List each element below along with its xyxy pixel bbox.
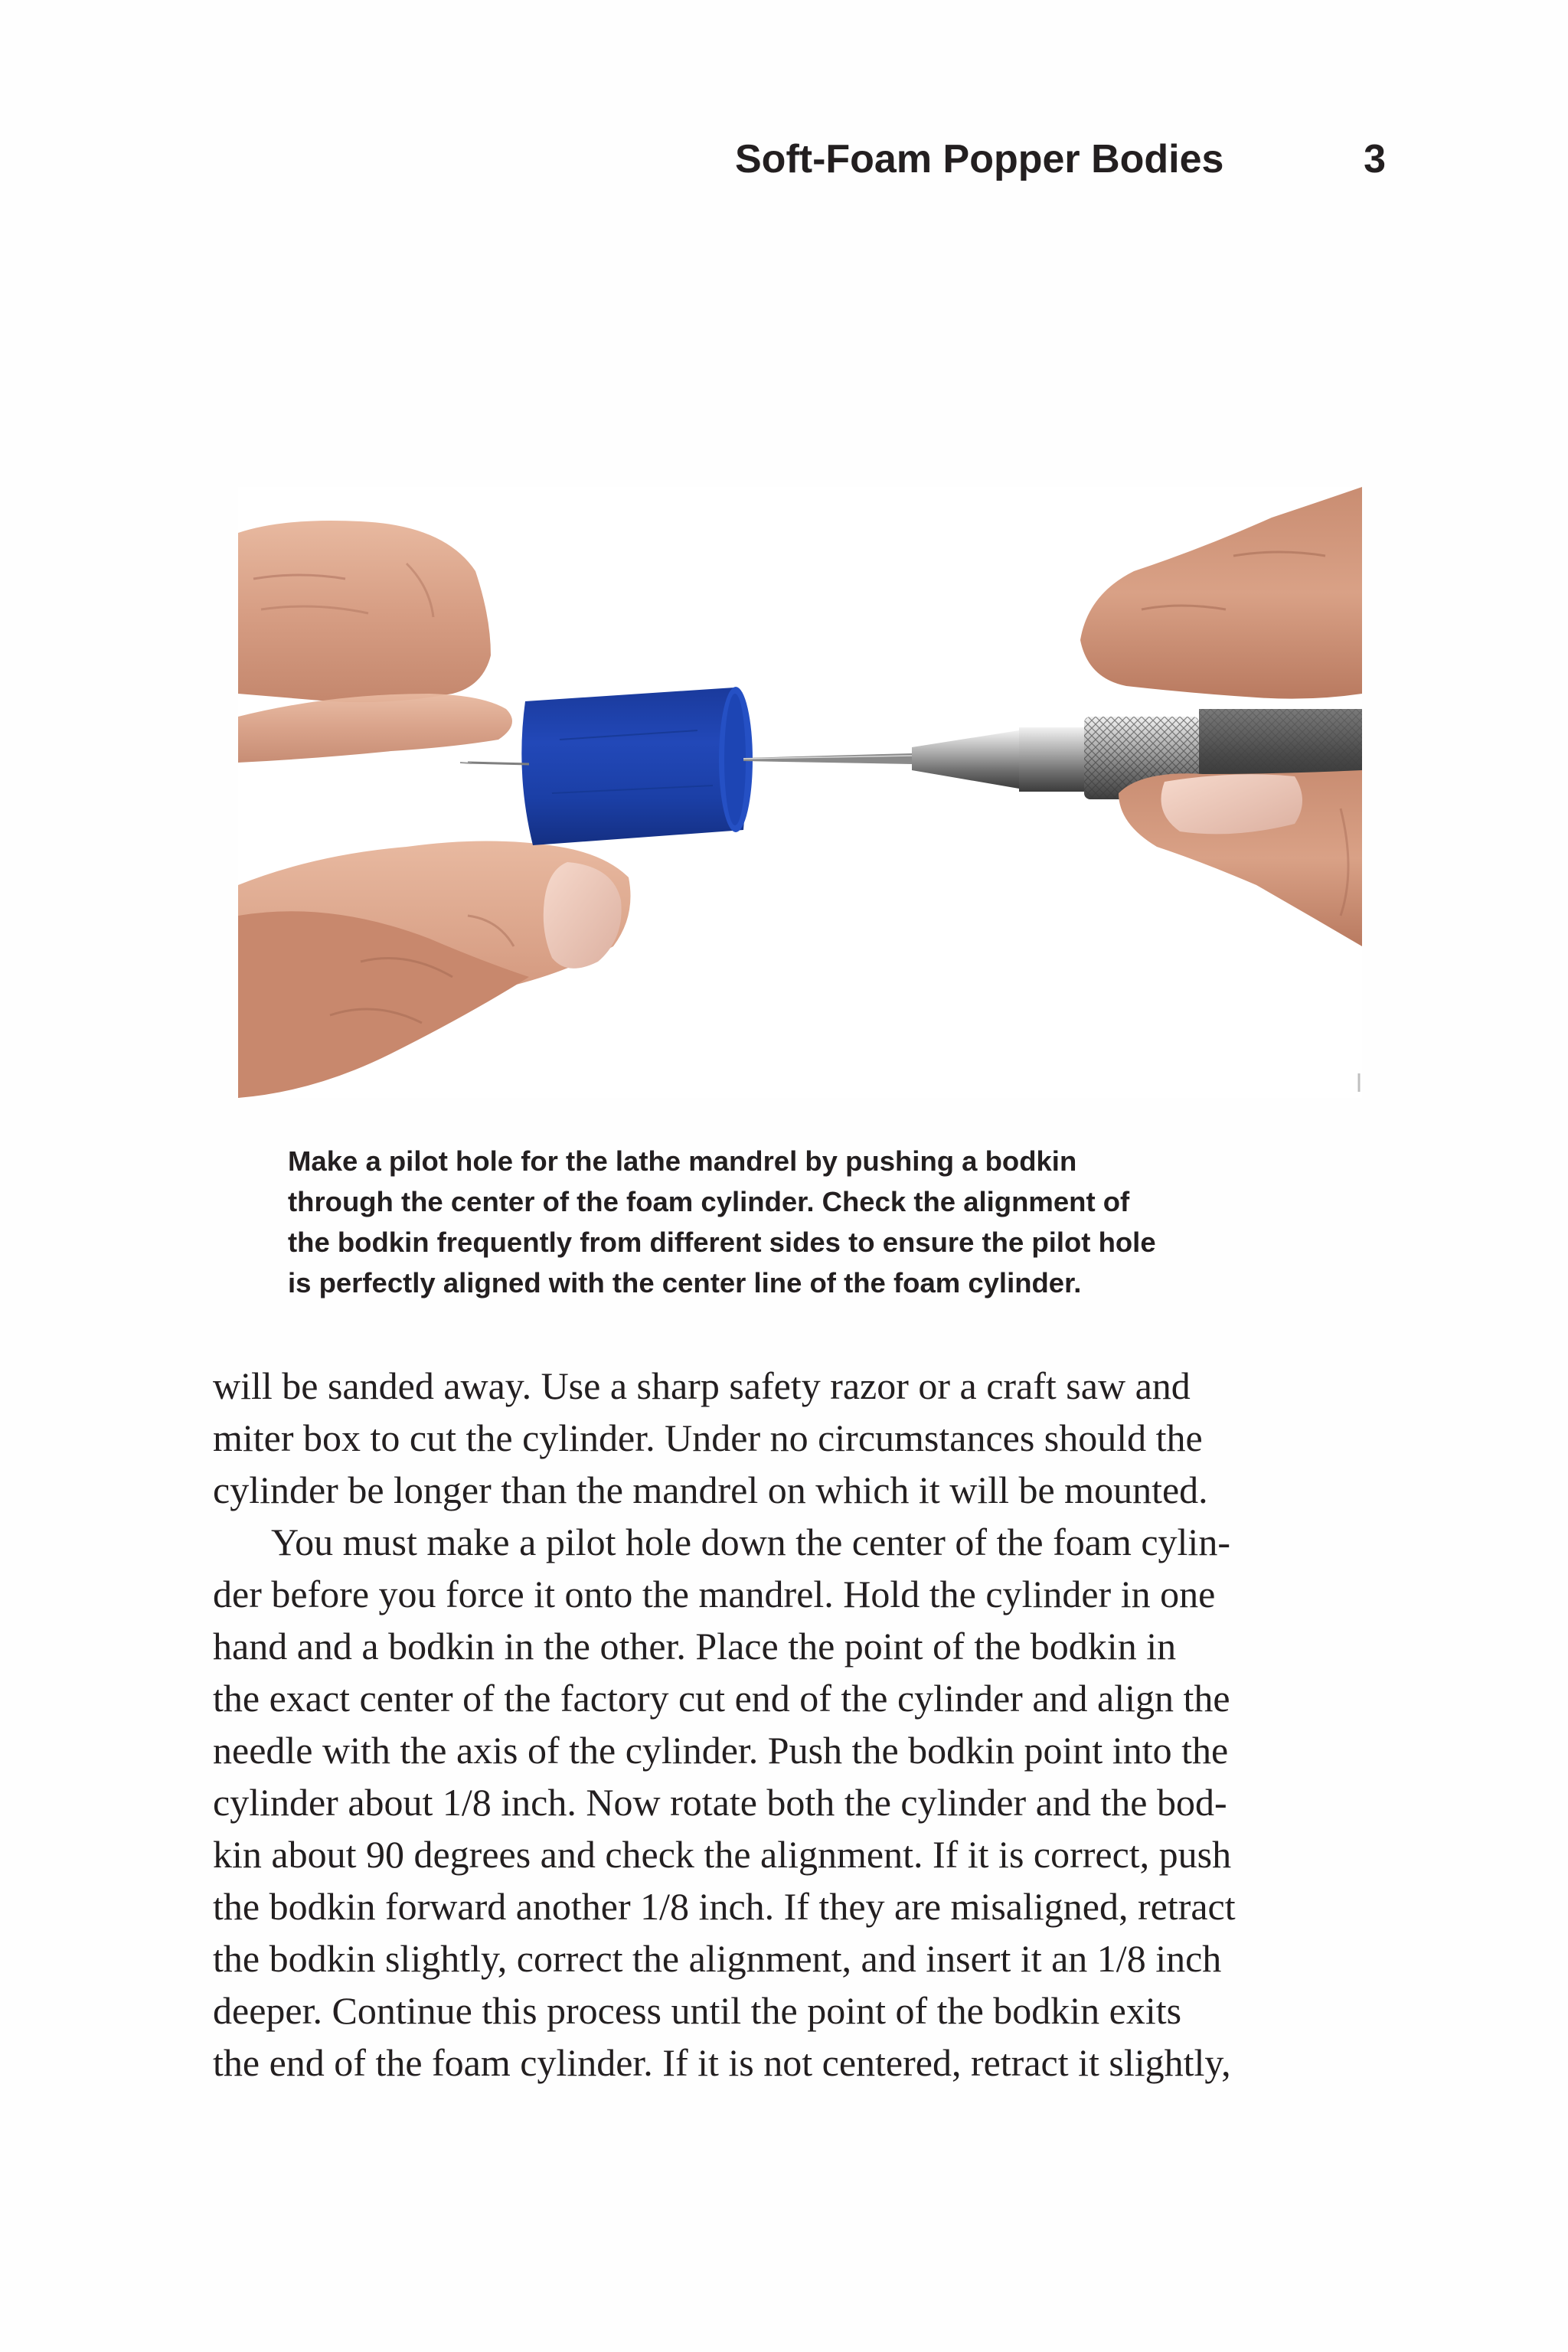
body-text xyxy=(213,1360,1407,2089)
body-line: cylinder about 1/8 inch. Now rotate both the cylinder and the bod- xyxy=(213,1781,1227,1824)
running-head xyxy=(735,136,1393,182)
body-line: the exact center of the factory cut end of the cylinder and align the xyxy=(213,1677,1230,1720)
body-line: will be sanded away. Use a sharp safety razor or a craft saw and xyxy=(213,1364,1191,1407)
body-line: hand and a bodkin in the other. Place the point of the bodkin in xyxy=(213,1625,1177,1668)
figure-photo xyxy=(238,487,1362,1098)
body-line: the bodkin slightly, correct the alignment, and insert it an 1/8 inch xyxy=(213,1937,1222,1980)
body-line: der before you force it onto the mandrel. Hold the cylinder in one xyxy=(213,1573,1216,1615)
body-line: the bodkin forward another 1/8 inch. If they are misaligned, retract xyxy=(213,1885,1236,1928)
body-line: the end of the foam cylinder. If it is not centered, retract it slightly, xyxy=(213,2041,1231,2084)
caption-line: the bodkin frequently from different sides to ensure the pilot hole xyxy=(288,1227,1156,1258)
body-line: kin about 90 degrees and check the alignment. If it is correct, push xyxy=(213,1833,1232,1876)
caption-line: through the center of the foam cylinder. Check the alignment of xyxy=(288,1186,1130,1217)
page-number: 3 xyxy=(1364,137,1386,181)
figure-caption xyxy=(288,1141,1360,1303)
body-line: deeper. Continue this process until the point of the bodkin exits xyxy=(213,1989,1182,2032)
body-line: You must make a pilot hole down the center of the foam cylin- xyxy=(271,1521,1230,1563)
caption-line: is perfectly aligned with the center line of the foam cylinder. xyxy=(288,1267,1082,1298)
body-line: needle with the axis of the cylinder. Push the bodkin point into the xyxy=(213,1729,1229,1772)
body-line: cylinder be longer than the mandrel on which it will be mounted. xyxy=(213,1468,1208,1511)
caption-line: Make a pilot hole for the lathe mandrel by pushing a bodkin xyxy=(288,1145,1077,1177)
body-line: miter box to cut the cylinder. Under no circumstances should the xyxy=(213,1416,1203,1459)
chapter-title: Soft-Foam Popper Bodies xyxy=(735,137,1224,181)
